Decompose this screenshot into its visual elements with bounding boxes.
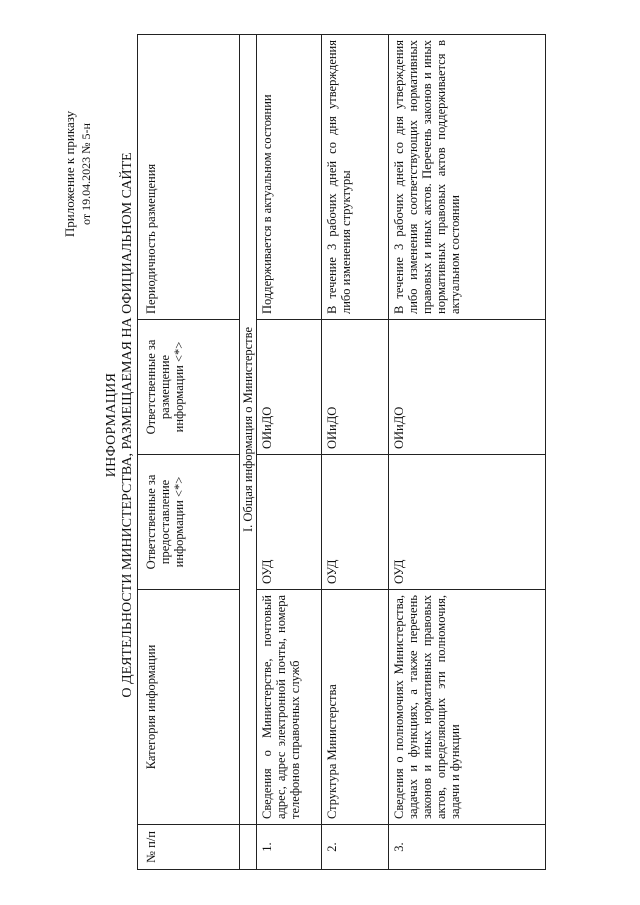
header-period: Периодичность размещения [138,35,240,320]
table-row [389,35,546,870]
row-num: 1. [257,825,322,870]
table-row [257,35,322,870]
appendix-line: Приложение к приказу [62,110,77,238]
table-header-row [138,35,240,870]
document-subtitle: О ДЕЯТЕЛЬНОСТИ МИНИСТЕРСТВА, РАЗМЕЩАЕМАЯ НА ОФИЦИАЛЬНОМ САЙТЕ [120,152,135,698]
order-date-line: от 19.04.2023 № 5-н [79,123,93,225]
row-period: В течение 3 рабочих дней со дня утверждения либо изменения соответствующих нормативных правовых и иных актов. Перечень законов и иных нормативных правовых актов поддерживается в актуальном состоянии [389,35,546,320]
document-title: ИНФОРМАЦИЯ [104,372,119,478]
row-period: Поддерживается в актуальном состоянии [257,35,322,320]
row-category: Сведения о Министерстве, почтовый адрес, адрес электронной почты, номера телефонов справочных служб [257,590,322,825]
row-num: 3. [389,825,546,870]
row-place: ОИиДО [389,320,546,455]
section-title: I. Общая информация о Министерстве [240,35,257,825]
row-period: В течение 3 рабочих дней со дня утверждения либо изменения структуры [322,35,389,320]
header-category: Категория информации [138,590,240,825]
header-provide: Ответственные за предоставление информации <*> [138,455,240,590]
row-provide: ОУД [257,455,322,590]
row-num: 2. [322,825,389,870]
header-num: № п/п [138,825,240,870]
row-provide: ОУД [389,455,546,590]
section-row [240,35,257,870]
row-provide: ОУД [322,455,389,590]
row-category: Сведения о полномочиях Министерства, задачах и функциях, а также перечень законов и иных нормативных правовых актов, определяющих эти полномочия, задачи и функции [389,590,546,825]
appendix-note [62,64,94,284]
row-place: ОИиДО [257,320,322,455]
row-place: ОИиДО [322,320,389,455]
table-row [322,35,389,870]
information-table [137,34,546,870]
header-place: Ответственные за размещение информации <*> [138,320,240,455]
row-category: Структура Министерства [322,590,389,825]
